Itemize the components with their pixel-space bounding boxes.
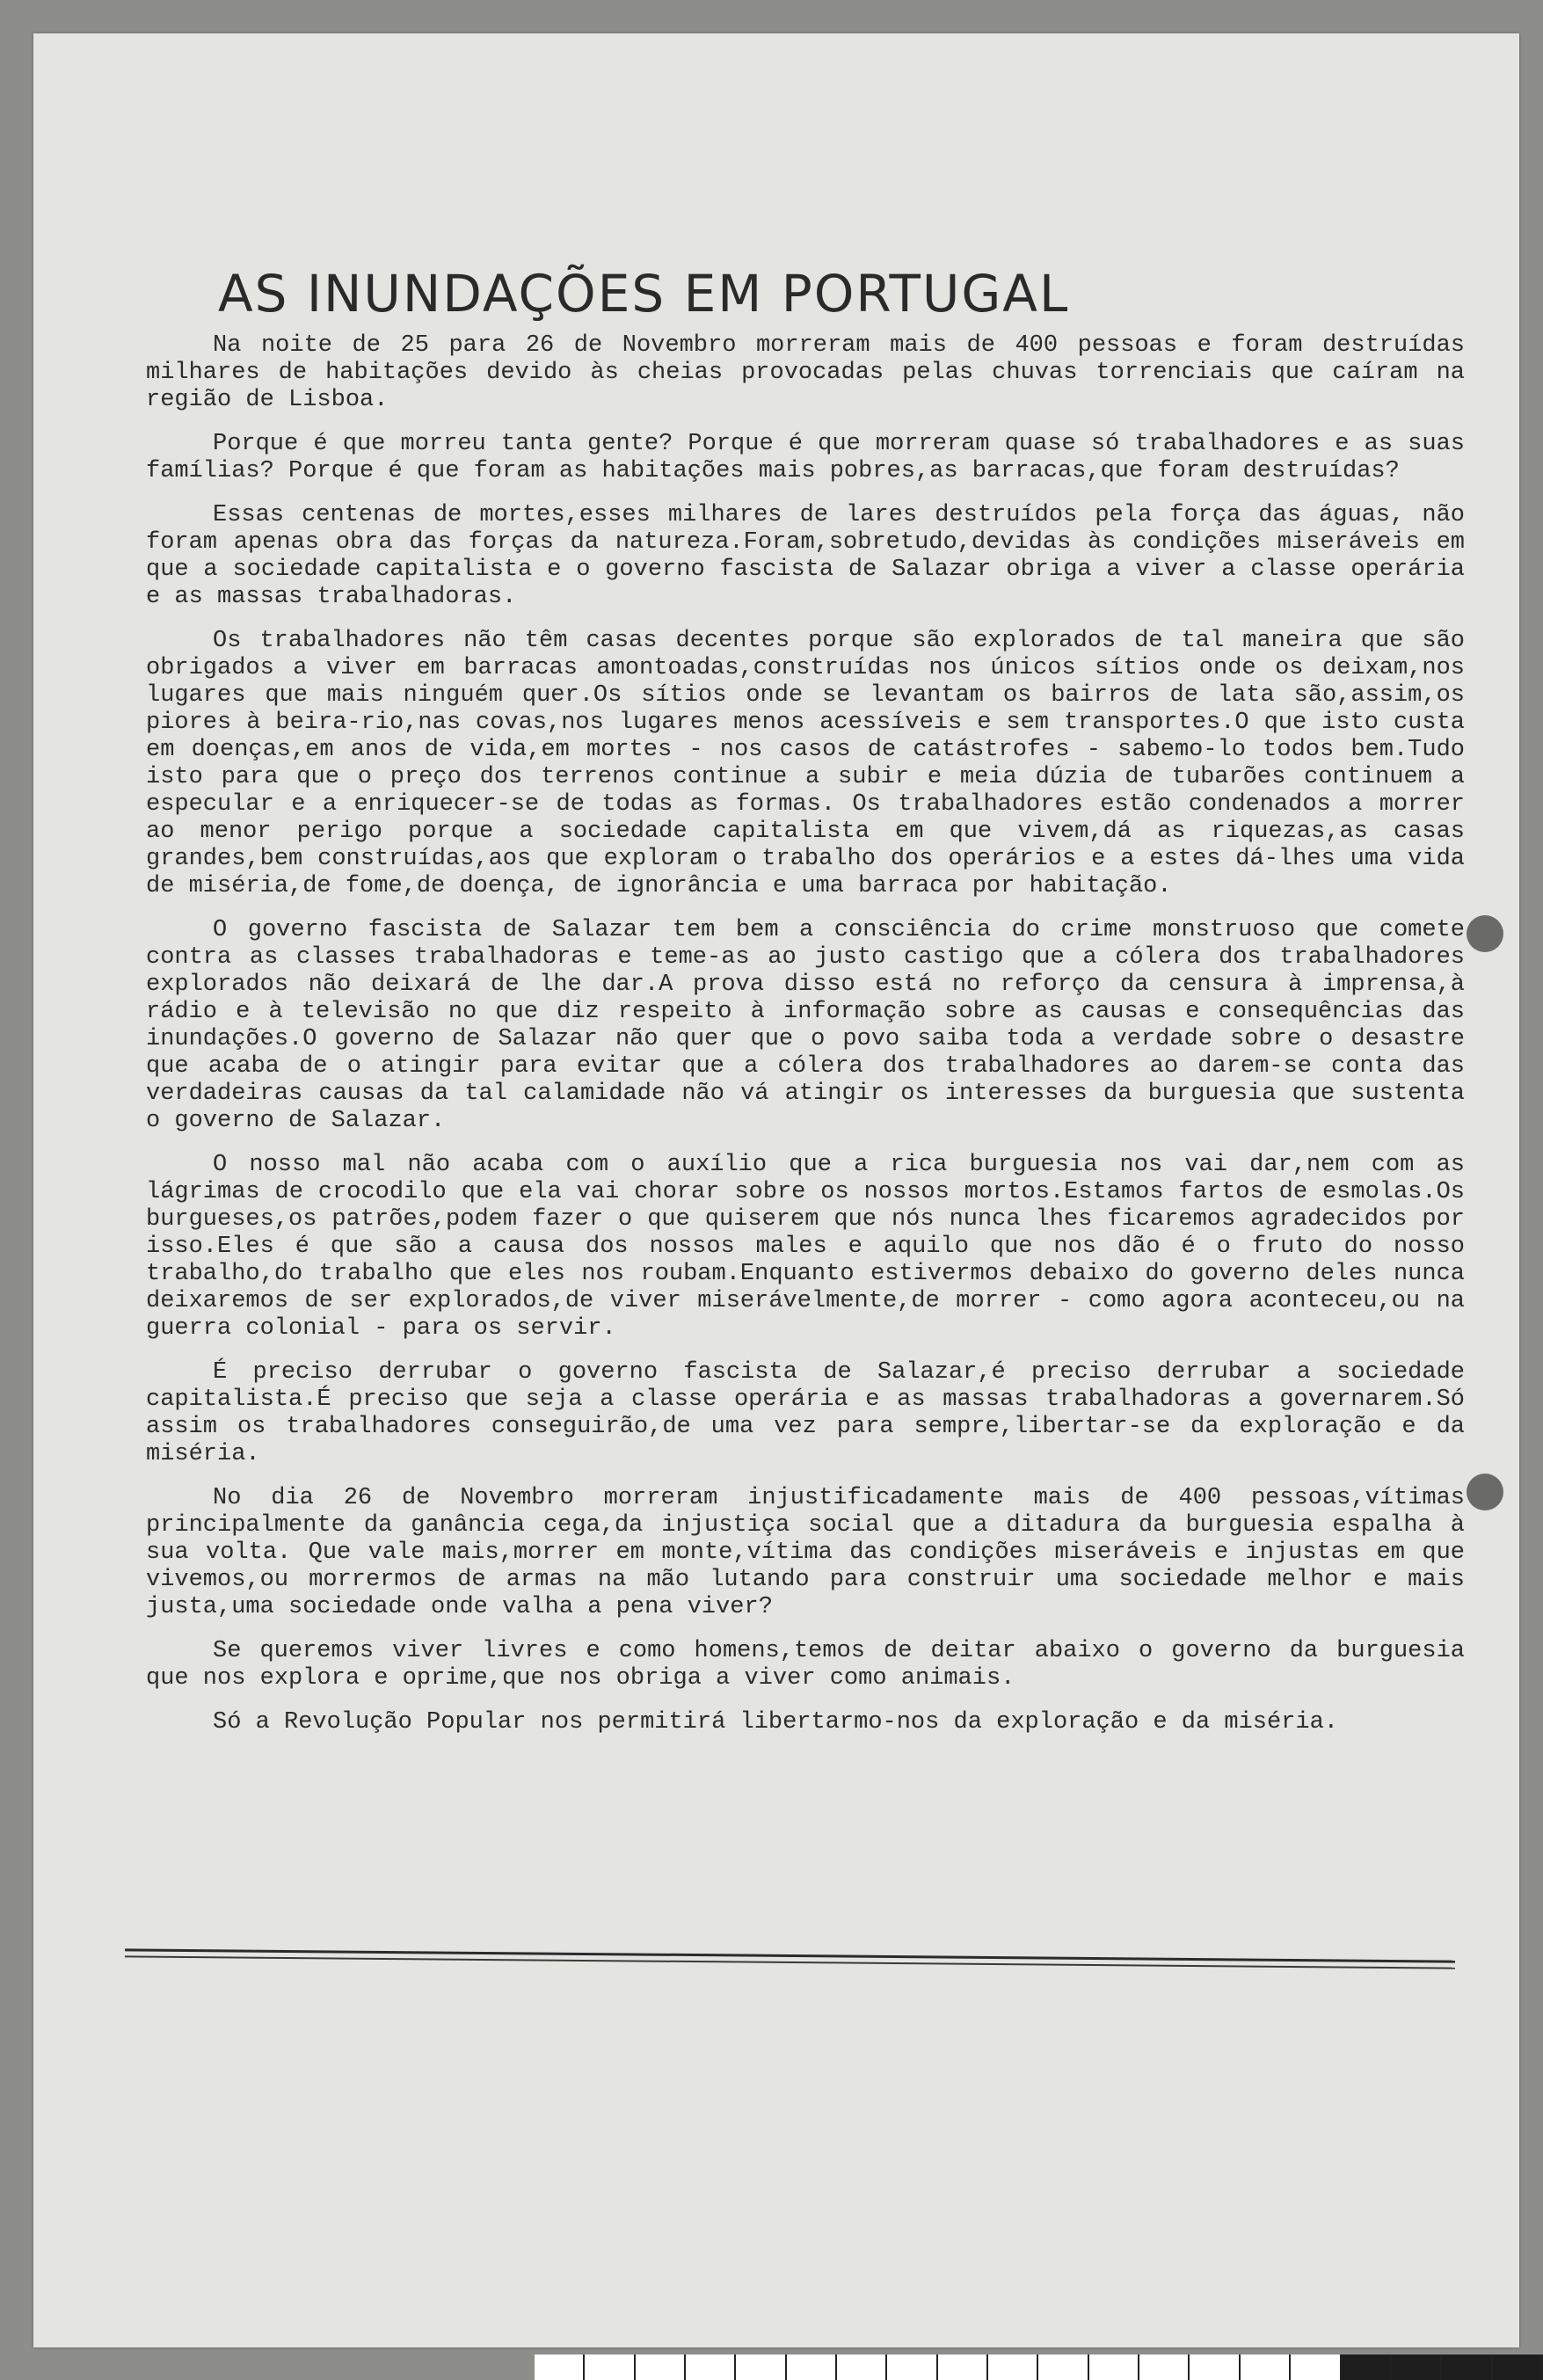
document-page [33, 33, 1519, 2347]
document-body [146, 332, 1465, 1753]
paragraph-6: O nosso mal não acaba com o auxílio que a rica burguesia nos vai dar,nem com as lágrimas de crocodilo que ela vai chorar sobre os nossos mortos.Estamos fartos de esmolas.Os burgueses,os patrões,podem fazer o que quiserem que nós nunca lhes ficaremos agradecidos por isso.Eles é que são a causa dos nossos males e aquilo que nos dão é o fruto do nosso trabalho,do trabalho que eles nos roubam.Enquanto estivermos debaixo do governo deles nunca deixaremos de ser explorados,de viver miserávelmente,de morrer - como agora aconteceu,ou na guerra colonial - para os servir. [146, 1152, 1465, 1342]
paragraph-10: Só a Revolução Popular nos permitirá libertarmo-nos da exploração e da miséria. [213, 1709, 1339, 1736]
ruler-segment [686, 2355, 736, 2380]
ruler-segment [1089, 2355, 1139, 2380]
ruler-segment [938, 2355, 988, 2380]
ruler-segment [636, 2355, 686, 2380]
ruler-segment-dark [1442, 2355, 1492, 2380]
paragraph-7: É preciso derrubar o governo fascista de Salazar,é preciso derrubar a sociedade capitalista.É preciso que seja a classe operária e as massas trabalhadoras a governarem.Só assim os trabalhadores conseguirão,de uma vez para sempre,libertar-se da exploração e da miséria. [146, 1359, 1465, 1467]
ruler-segment [887, 2355, 937, 2380]
paragraph-8: No dia 26 de Novembro morreram injustificadamente mais de 400 pessoas,vítimas principalmente da ganância cega,da injustiça social que a ditadura da burguesia espalha à sua volta. Que vale mais,morrer em monte,vítima das condições miseráveis e injustas em que vivemos,ou morrermos de armas na mão lutando para construir uma sociedade melhor e mais justa,uma sociedade onde valha a pena viver? [146, 1485, 1465, 1620]
paragraph-9: Se queremos viver livres e como homens,temos de deitar abaixo o governo da burguesia que nos explora e oprime,que nos obriga a viver como animais. [146, 1638, 1465, 1692]
ruler-segment [585, 2355, 635, 2380]
ruler-segment [736, 2355, 786, 2380]
paragraph-1: Na noite de 25 para 26 de Novembro morreram mais de 400 pessoas e foram destruídas milhares de habitações devido às cheias provocadas pelas chuvas torrenciais que caíram na região de Lisboa. [146, 332, 1465, 413]
ruler-segment-dark [1493, 2355, 1543, 2380]
ruler-segment-dark [1342, 2355, 1392, 2380]
paragraph-3: Essas centenas de mortes,esses milhares de lares destruídos pela força das águas, não foram apenas obra das forças da natureza.Foram,sobretudo,devidas às condições miseráveis em que a sociedade capitalista e o governo fascista de Salazar obriga a viver a classe operária e as massas trabalhadoras. [146, 502, 1465, 610]
paragraph-5: O governo fascista de Salazar tem bem a consciência do crime monstruoso que comete contra as classes trabalhadoras e teme-as ao justo castigo que a cólera dos trabalhadores explorados não deixará de lhe dar.A prova disso está no reforço da censura à imprensa,à rádio e à televisão no que diz respeito à informação sobre as causas e consequências das inundações.O governo de Salazar não quer que o povo saiba toda a verdade sobre o desastre que acaba de o atingir para evitar que a cólera dos trabalhadores ao darem-se conta das verdadeiras causas da tal calamidade não vá atingir os interesses da burguesia que sustenta o governo de Salazar. [146, 917, 1465, 1134]
punch-hole-lower [1467, 1474, 1503, 1510]
ruler-segment [988, 2355, 1038, 2380]
ruler-segment [1038, 2355, 1088, 2380]
ruler-segment [837, 2355, 887, 2380]
ruler-segment [1291, 2355, 1341, 2380]
paragraph-2: Porque é que morreu tanta gente? Porque é que morreram quase só trabalhadores e as suas famílias? Porque é que foram as habitações mais pobres,as barracas,que foram destruídas? [146, 431, 1465, 484]
paragraph-4: Os trabalhadores não têm casas decentes porque são explorados de tal maneira que são obrigados a viver em barracas amontoadas,construídas nos únicos sítios onde os deixam,nos lugares que mais ninguém quer.Os sítios onde se levantam os bairros de lata são,assim,os piores à beira-rio,nas covas,nos lugares menos acessíveis e sem transportes.O que isto custa em doenças,em anos de vida,em mortes - nos casos de catástrofes - sabemo-lo todos bem.Tudo isto para que o preço dos terrenos continue a subir e meia dúzia de tubarões continuem a especular e a enriquecer-se de todas as formas. Os trabalhadores estão condenados a morrer ao menor perigo porque a sociedade capitalista em que vivem,dá as riquezas,as casas grandes,bem construídas,aos que exploram o trabalho dos operários e a estes dá-lhes uma vida de miséria,de fome,de doença, de ignorância e uma barraca por habitação. [146, 628, 1465, 899]
ruler-segment [1241, 2355, 1291, 2380]
ruler-segment [1190, 2355, 1240, 2380]
ruler-segment [1139, 2355, 1190, 2380]
ruler-segment [787, 2355, 837, 2380]
ruler-segment [535, 2355, 585, 2380]
closing-rule [125, 1948, 1455, 1969]
document-title: AS INUNDAÇÕES EM PORTUGAL [218, 264, 1070, 324]
scale-ruler [535, 2355, 1543, 2380]
punch-hole-upper [1467, 915, 1503, 952]
ruler-segment-dark [1392, 2355, 1442, 2380]
